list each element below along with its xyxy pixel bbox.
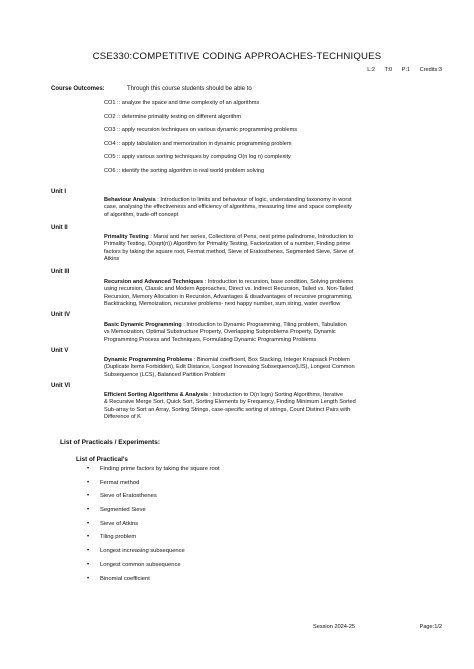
bullet-icon: • bbox=[87, 520, 90, 527]
unit-text-line: Primality Testing, O(sqrt(n)) Algorithm for Primality Testing, Factorization of a number, Finding prime bbox=[104, 241, 351, 248]
course-outcome-item: CO2 :: determine primality testing on different algorithm bbox=[104, 113, 242, 120]
practical-item-text: Tiling problem bbox=[100, 534, 137, 541]
bullet-icon: • bbox=[87, 493, 90, 500]
unit-text-line: Backtracking, Memoization, recursive problems- next happy number, sum string, water overflow bbox=[104, 300, 341, 307]
unit-text-line: : Binomial coefficient, Box Stacking, Integer Knapsack Problem bbox=[192, 357, 350, 363]
unit-text-line: Difference of K bbox=[104, 413, 141, 420]
bullet-icon: • bbox=[87, 466, 90, 472]
unit-label: Unit I bbox=[51, 189, 66, 195]
unit-label: Unit V bbox=[51, 348, 69, 354]
practical-hours: P:1 bbox=[401, 67, 411, 73]
session-label: Session 2024-25 bbox=[313, 624, 355, 630]
bullet-icon: • bbox=[87, 548, 90, 555]
practical-item-text: Segmented Sieve bbox=[100, 507, 146, 514]
unit-text-line: Subsequence (LCS), Balanced Partition Problem bbox=[104, 371, 226, 378]
unit-label: Unit VI bbox=[51, 383, 70, 389]
page-title: CSE330:COMPETITIVE CODING APPROACHES-TECHNIQUES bbox=[92, 51, 382, 62]
course-outcome-item: CO4 :: apply tabulation and memorization in dynamic programming problem bbox=[104, 140, 292, 147]
practical-item-text: Longest common subsequence bbox=[100, 561, 181, 568]
course-outcome-item: CO6 :: identify the sorting algorithm in real world problem solving bbox=[104, 167, 265, 174]
practical-item-text: Sieve of Atkins bbox=[100, 520, 139, 527]
unit-text-line: vs Memoization, Optimal Substructure Property, Overlapping Subproblems Property, Dynamic bbox=[104, 329, 336, 336]
unit-text-line: & Recursive Merge Sort, Quick Sort, Sorting Elements by Frequency, Finding Minimum Length Sorted bbox=[104, 399, 356, 406]
bullet-icon: • bbox=[87, 507, 90, 514]
practical-item bbox=[87, 533, 220, 547]
practical-item-text: Binomial coefficient bbox=[100, 575, 150, 582]
bullet-icon: • bbox=[87, 479, 90, 486]
practicals-heading: List of Practicals / Experiments: bbox=[60, 439, 161, 446]
unit-text-line: Recursion, Memory Allocation in Recursion, Advantages & disadvantages of recursive programming, bbox=[104, 293, 353, 300]
unit-text-line: Programming Process and Techniques, Formulating Dynamic Programming Problems bbox=[104, 336, 317, 343]
unit-description bbox=[104, 234, 438, 263]
unit-heading: Dynamic Programming Problems bbox=[104, 357, 193, 363]
tutorial-hours: T:0 bbox=[384, 67, 393, 73]
unit-label: Unit IV bbox=[51, 312, 70, 318]
unit-text-line: : Introduction to recursion, base condition, Solving problems bbox=[203, 279, 354, 285]
lecture-hours: L:2 bbox=[367, 67, 376, 73]
unit-heading: Recursion and Advanced Techniques bbox=[104, 279, 204, 285]
practical-item-text: Finding prime factors by taking the square root bbox=[100, 466, 220, 472]
credits-value: Credits:3 bbox=[419, 67, 442, 73]
unit-heading: Primality Testing bbox=[104, 234, 149, 240]
course-outcome-item: CO5 :: apply various sorting techniques by computing O(n log n) complexity bbox=[104, 154, 291, 161]
unit-heading: Efficient Sorting Algorithms & Analysis bbox=[104, 392, 209, 398]
bullet-icon: • bbox=[87, 561, 90, 568]
practical-item bbox=[87, 465, 220, 479]
unit-label: Unit III bbox=[51, 269, 70, 275]
practical-item-text: Sieve of Eratosthenes bbox=[100, 493, 157, 500]
practical-item bbox=[87, 506, 220, 520]
course-outcome-item: CO3 :: apply recursion techniques on various dynamic programming problems bbox=[104, 127, 298, 134]
practicals-subheading: List of Practical's bbox=[76, 456, 128, 463]
unit-description bbox=[104, 392, 438, 421]
unit-description bbox=[104, 279, 438, 308]
practical-item bbox=[87, 561, 220, 575]
unit-text-line: Sub-array to Sort an Array, Sorting Strings, case-specific sorting of strings, Count Distinct Pairs with bbox=[104, 406, 351, 413]
practical-item bbox=[87, 479, 220, 493]
unit-text-line: : Mansi and her series, Collections of Pens, next prime palindrome, Introduction to bbox=[148, 234, 354, 240]
unit-text-line: : Introduction to Dynamic Programming, Tiling problem, Tabulation bbox=[181, 322, 347, 328]
unit-text-line: (Duplicate Items Forbidden), Edit Distance, Longest Increasing Subsequence(LIS), Longest Common bbox=[104, 364, 355, 371]
unit-text-line: Atkins bbox=[104, 255, 120, 262]
unit-text-line: : Introduction to limits and behaviour of logic, understanding taxonomy in worst bbox=[155, 197, 352, 203]
unit-description bbox=[104, 322, 438, 344]
practical-item bbox=[87, 492, 220, 506]
unit-text-line: : Introduction to O(n logn) Sorting Algorithms, Iterative bbox=[208, 392, 343, 398]
unit-description bbox=[104, 197, 438, 219]
unit-heading: Basic Dynamic Programming bbox=[104, 322, 182, 328]
practical-item bbox=[87, 547, 220, 561]
practical-item bbox=[87, 520, 220, 534]
course-outcome-item: CO1 :: analyze the space and time complexity of an algorithms bbox=[104, 100, 260, 106]
course-outcomes-intro: Through this course students should be able to bbox=[127, 86, 252, 92]
unit-text-line: of algorithm, trade-off concept bbox=[104, 211, 179, 218]
practicals-list bbox=[87, 465, 220, 588]
practical-item-text: Fermat method bbox=[100, 479, 140, 486]
unit-heading: Behaviour Analysis bbox=[104, 197, 156, 203]
unit-label: Unit II bbox=[51, 225, 68, 231]
unit-description bbox=[104, 357, 438, 379]
course-outcomes-list bbox=[104, 100, 297, 182]
unit-text-line: factors by taking the square root, Fermat method, Sieve of Eratosthenes, Segmented Sieve, Sieve of bbox=[104, 248, 354, 255]
unit-text-line: case, analysing the effectiveness and efficiency of algorithms, measuring time and space complexity bbox=[104, 204, 352, 211]
bullet-icon: • bbox=[87, 534, 90, 541]
page-number: Page:1/2 bbox=[419, 624, 442, 630]
practical-item-text: Longest increasing subsequence bbox=[100, 548, 185, 555]
course-outcomes-label: Course Outcomes: bbox=[51, 86, 105, 92]
unit-text-line: using recursion, Classic and Modern Approaches, Direct vs. Indirect Recursion, Tailed vs. Non-Tailed bbox=[104, 286, 354, 293]
practical-item bbox=[87, 575, 220, 589]
bullet-icon: • bbox=[87, 575, 90, 582]
credits-line bbox=[359, 67, 442, 73]
